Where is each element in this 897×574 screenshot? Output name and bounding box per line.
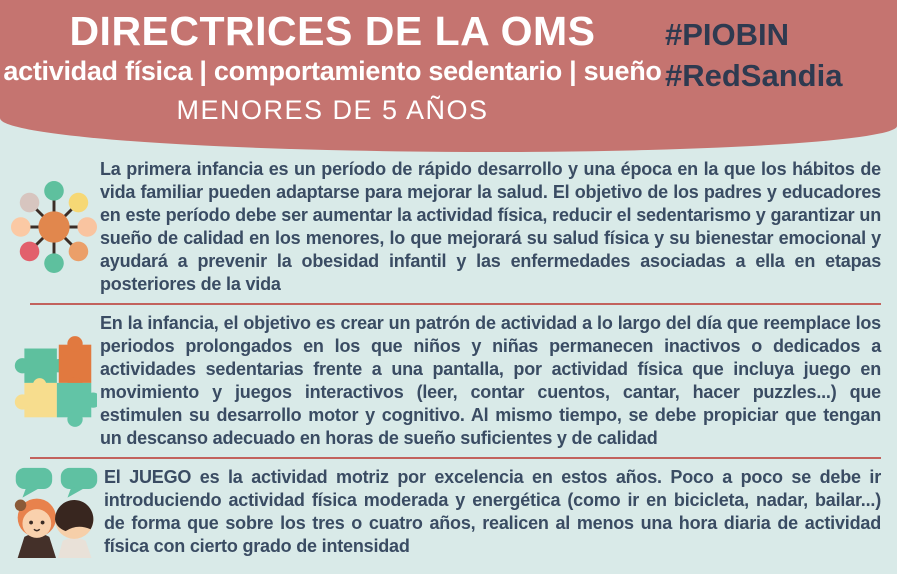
puzzle-icon	[8, 331, 100, 431]
header-title-block	[0, 0, 665, 152]
children-talking-icon	[8, 466, 104, 558]
header-audience-label: MENORES DE 5 AÑOS	[176, 95, 489, 126]
page-title: DIRECTRICES DE LA OMS	[69, 8, 596, 54]
section-play-text: El JUEGO es la actividad motriz por excelencia en estos años. Poco a poco se debe ir introduciendo actividad física moderada y energética (como ir en bicicleta, nadar, bailar...) de forma que sobre los tres o cuatro años, realicen al menos una hora diaria de actividad física con cierto grado de intensidad	[104, 467, 881, 556]
hashtag-redsandia: #RedSandia	[665, 57, 843, 93]
hashtags-block	[665, 0, 897, 152]
network-icon	[8, 176, 100, 278]
header-subtitle: actividad física | comportamiento sedentario | sueño	[3, 56, 662, 87]
section-play	[8, 464, 881, 560]
divider	[30, 303, 881, 305]
section-early-childhood-text: La primera infancia es un período de rápido desarrollo y una época en la que los hábitos de vida familiar pueden adaptarse para mejorar la salud. El objetivo de los padres y educadores en este período debe ser aumentar la actividad física, reducir el sedentarismo y garantizar un sueño de calidad en los menores, lo que mejorará su salud física y su bienestar emocional y ayudará a prevenir la obesidad infantil y las enfermedades asociadas a ella en etapas posteriores de la vida	[100, 159, 881, 294]
section-activity-pattern-text: En la infancia, el objetivo es crear un patrón de actividad a lo largo del día que reemplace los periodos prolongados en los que niños y niñas permanecen inactivos o dedicados a actividades sedentarias frente a una pantalla, por actividad física que incluya juego en movimiento y juegos interactivos (leer, contar cuentos, cantar, hacer puzzles...) que estimulen su desarrollo motor y cognitivo. Al mismo tiempo, se debe propiciar que tengan un descanso adecuado en horas de sueño suficientes y de calidad	[100, 313, 881, 448]
section-early-childhood	[8, 156, 881, 298]
divider	[30, 457, 881, 459]
header	[0, 0, 897, 152]
section-activity-pattern	[8, 310, 881, 452]
hashtag-piobin: #PIOBIN	[665, 17, 790, 52]
content	[0, 152, 897, 560]
